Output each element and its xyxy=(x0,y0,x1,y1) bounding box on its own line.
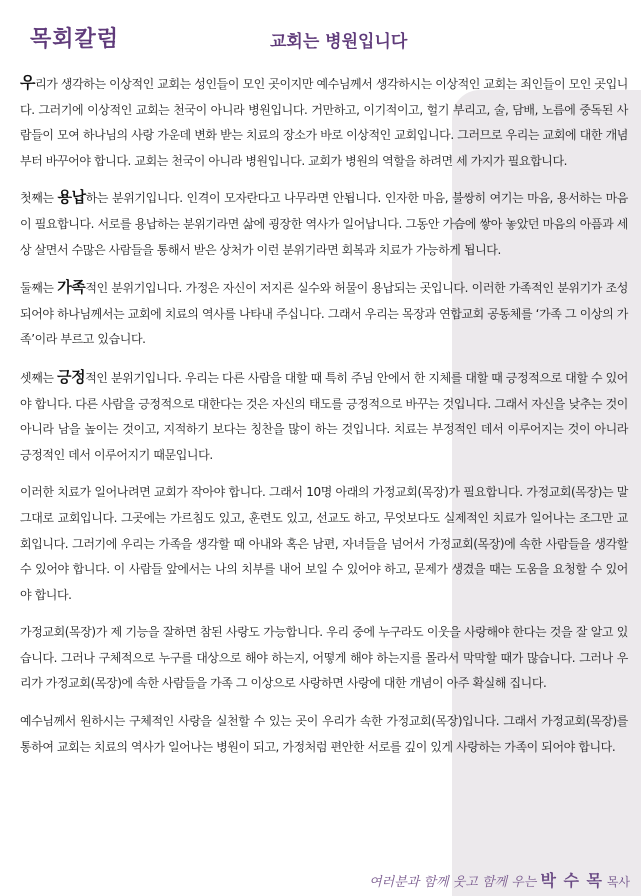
paragraph-first-point xyxy=(20,185,628,263)
paragraph-conclusion: 예수님께서 원하시는 구체적인 사랑을 실천할 수 있는 곳이 우리가 속한 가정교회(목장)입니다. 그래서 가정교회(목장)를 통하여 교회는 치료의 역사가 일어나는 병원이 되고, 가정처럼 편안한 서로를 깊이 있게 사랑하는 가족이 되어야 합니다. xyxy=(20,714,628,754)
article-body xyxy=(20,70,628,772)
paragraph-third-point xyxy=(20,365,628,468)
keyword-family: 가족 xyxy=(57,278,86,297)
signature-motto: 여러분과 함께 웃고 함께 우는 xyxy=(369,875,541,890)
paragraph-small-church: 이러한 치료가 일어나려면 교회가 작아야 합니다. 그래서 10명 아래의 가정교회(목장)가 필요합니다. 가정교회(목장)는 말 그대로 교회입니다. 그곳에는 가르침도 있고, 훈련도 있고, 선교도 하고, 무엇보다도 실제적인 치료가 일어나는 조그만 교회입니다. 그러기에 우리는 가족을 생각할 때 아내와 혹은 남편, 자녀들을 넘어서 가정교회(목장)에 속한 사람들을 생각할 수 있어야 합니다. 이 사람들 앞에서는 나의 치부를 내어 보일 수 있어야 하고, 문제가 생겼을 때는 도움을 요청할 수 있어야 합니다. xyxy=(20,485,628,602)
page-header xyxy=(0,0,641,62)
point-prefix: 셋째는 xyxy=(20,370,57,385)
paragraph-intro xyxy=(20,70,628,174)
author-name: 박 수 목 xyxy=(540,871,603,890)
point-text: 적인 분위기입니다. 우리는 다른 사람을 대할 때 특히 주님 안에서 한 지체를 대할 때 긍정적으로 대할 수 있어야 합니다. 다른 사람을 긍정적으로 대한다는 것은 자신의 태도를 긍정적으로 바꾸는 것입니다. 그래서 자신을 낮추는 것이 아니라 남을 높이는 것이고, 지적하기 보다는 칭찬을 많이 하는 것입니다. 치료는 부정적인 데서 이루어지는 것이 아니라 긍정적인 데서 이루어지기 때문입니다. xyxy=(20,370,628,462)
drop-cap: 우 xyxy=(20,73,36,92)
author-role: 목사 xyxy=(603,875,630,889)
point-prefix: 둘째는 xyxy=(20,281,58,296)
column-title: 목회칼럼 xyxy=(30,27,120,52)
point-prefix: 첫째는 xyxy=(20,191,58,206)
point-text: 적인 분위기입니다. 가정은 자신이 저지른 실수와 허물이 용납되는 곳입니다. 이러한 가족적인 분위기가 조성되어야 하나님께서는 교회에 치료의 역사를 나타내 주십니다. 그래서 우리는 목장과 연합교회 공동체를 ‘가족 그 이상의 가족’이라 부르고 있습니다. xyxy=(20,281,628,347)
point-text: 하는 분위기입니다. 인격이 모자란다고 나무라면 안됩니다. 인자한 마음, 불쌍히 여기는 마음, 용서하는 마음이 필요합니다. 서로를 용납하는 분위기라면 삶에 굉장한 역사가 일어납니다. 그동안 가슴에 쌓아 놓았던 마음의 아픔과 세상 살면서 수많은 사람들을 통해서 받은 상처가 이런 분위기라면 회복과 치료가 가능하게 됩니다. xyxy=(20,191,628,257)
keyword-acceptance: 용납 xyxy=(57,188,86,207)
author-signature xyxy=(300,868,630,891)
paragraph-intro-text: 리가 생각하는 이상적인 교회는 성인들이 모인 곳이지만 예수님께서 생각하시는 이상적인 교회는 죄인들이 모인 곳입니다. 그러기에 이상적인 교회는 천국이 아니라 병원입니다. 거만하고, 이기적이고, 헐기 부리고, 술, 담배, 노름에 중독된 사람들이 모여 하나님의 사랑 가운데 변화 받는 치료의 장소가 바로 이상적인 교회입니다. 그러므로 우리는 교회에 대한 개념부터 바꾸어야 합니다. 교회는 천국이 아니라 병원입니다. 교회가 병원의 역할을 하려면 세 가지가 필요합니다. xyxy=(20,77,628,168)
keyword-positive: 긍정 xyxy=(57,367,86,386)
article-title: 교회는 병원입니다 xyxy=(270,32,408,52)
paragraph-true-love: 가정교회(목장)가 제 기능을 잘하면 참된 사랑도 가능합니다. 우리 중에 누구라도 이웃을 사랑해야 한다는 것을 잘 알고 있습니다. 그러나 구체적으로 누구를 대상으로 해야 하는지, 어떻게 해야 하는지를 몰라서 막막할 때가 많습니다. 그러나 우리가 가정교회(목장)에 속한 사람들을 가족 그 이상으로 사랑하면 사랑에 대한 개념이 아주 확실해 집니다. xyxy=(20,625,628,691)
paragraph-second-point xyxy=(20,275,628,353)
